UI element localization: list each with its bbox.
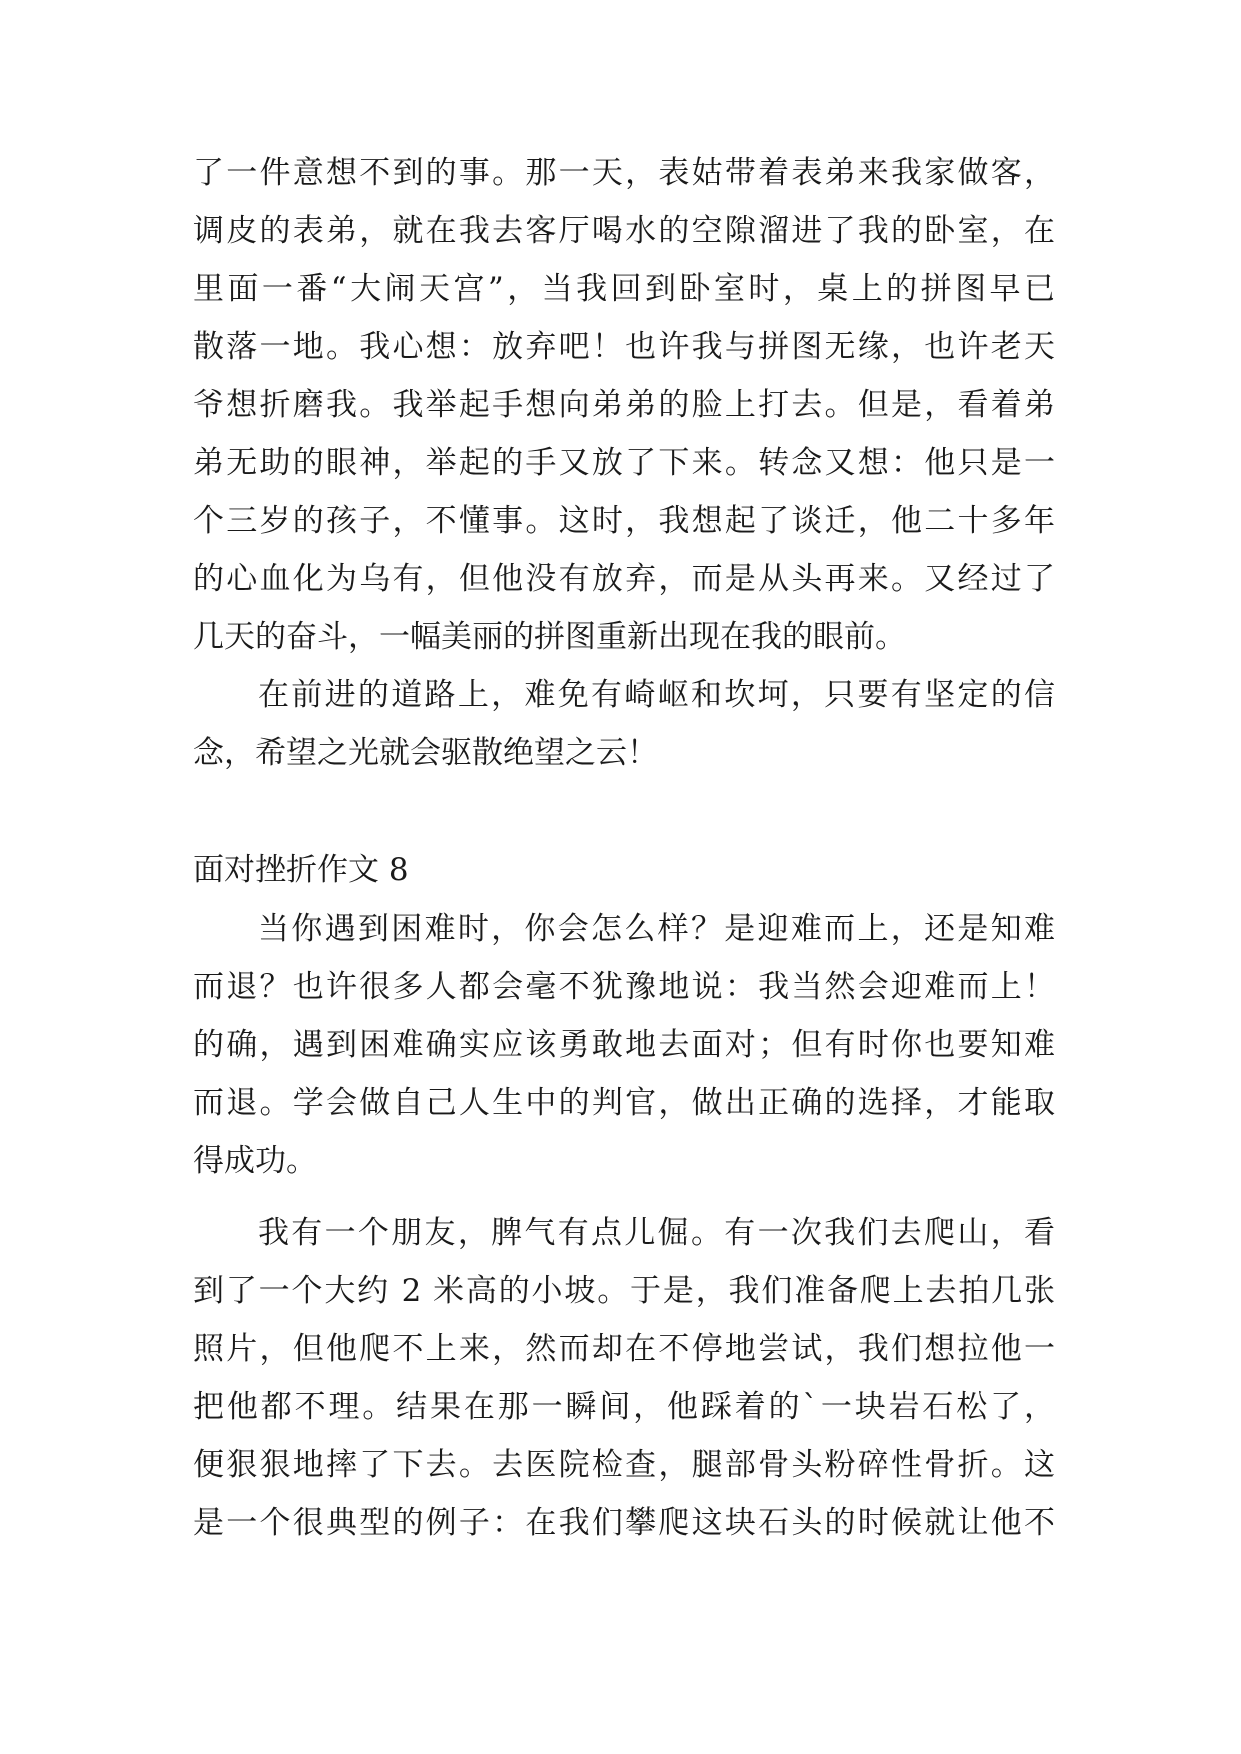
text-line: 散落一地。我心想：放弃吧！也许我与拼图无缘，也许老天 [193, 329, 1055, 365]
text-line: 里面一番“大闹天宫”，当我回到卧室时，桌上的拼图早已 [193, 271, 1055, 307]
text-line: 把他都不理。结果在那一瞬间，他踩着的`一块岩石松了， [193, 1389, 1055, 1425]
text-line: 得成功。 [193, 1143, 317, 1179]
text-line: 而退？也许很多人都会毫不犹豫地说：我当然会迎难而上！ [193, 969, 1055, 1005]
text-line: 是一个很典型的例子：在我们攀爬这块石头的时候就让他不 [193, 1505, 1055, 1541]
text-line: 到了一个大约 2 米高的小坡。于是，我们准备爬上去拍几张 [193, 1273, 1055, 1309]
text-line: 爷想折磨我。我举起手想向弟弟的脸上打去。但是，看着弟 [193, 387, 1055, 423]
text-line: 我有一个朋友，脾气有点儿倔。有一次我们去爬山，看 [258, 1215, 1055, 1251]
text-line: 的心血化为乌有，但他没有放弃，而是从头再来。又经过了 [193, 561, 1055, 597]
text-line: 在前进的道路上，难免有崎岖和坎坷，只要有坚定的信 [258, 677, 1055, 713]
text-line: 个三岁的孩子，不懂事。这时，我想起了谈迁，他二十多年 [193, 503, 1055, 539]
text-line: 照片，但他爬不上来，然而却在不停地尝试，我们想拉他一 [193, 1331, 1055, 1367]
text-line: 几天的奋斗，一幅美丽的拼图重新出现在我的眼前。 [193, 619, 906, 655]
section-heading: 面对挫折作文 8 [193, 852, 409, 888]
text-line: 而退。学会做自己人生中的判官，做出正确的选择，才能取 [193, 1085, 1055, 1121]
text-line: 念，希望之光就会驱散绝望之云！ [193, 735, 658, 771]
text-line: 当你遇到困难时，你会怎么样？是迎难而上，还是知难 [258, 911, 1055, 947]
text-line: 了一件意想不到的事。那一天，表姑带着表弟来我家做客， [193, 155, 1055, 191]
text-line: 的确，遇到困难确实应该勇敢地去面对；但有时你也要知难 [193, 1027, 1055, 1063]
text-line: 弟无助的眼神，举起的手又放了下来。转念又想：他只是一 [193, 445, 1055, 481]
text-line: 便狠狠地摔了下去。去医院检查，腿部骨头粉碎性骨折。这 [193, 1447, 1055, 1483]
text-line: 调皮的表弟，就在我去客厅喝水的空隙溜进了我的卧室，在 [193, 213, 1055, 249]
